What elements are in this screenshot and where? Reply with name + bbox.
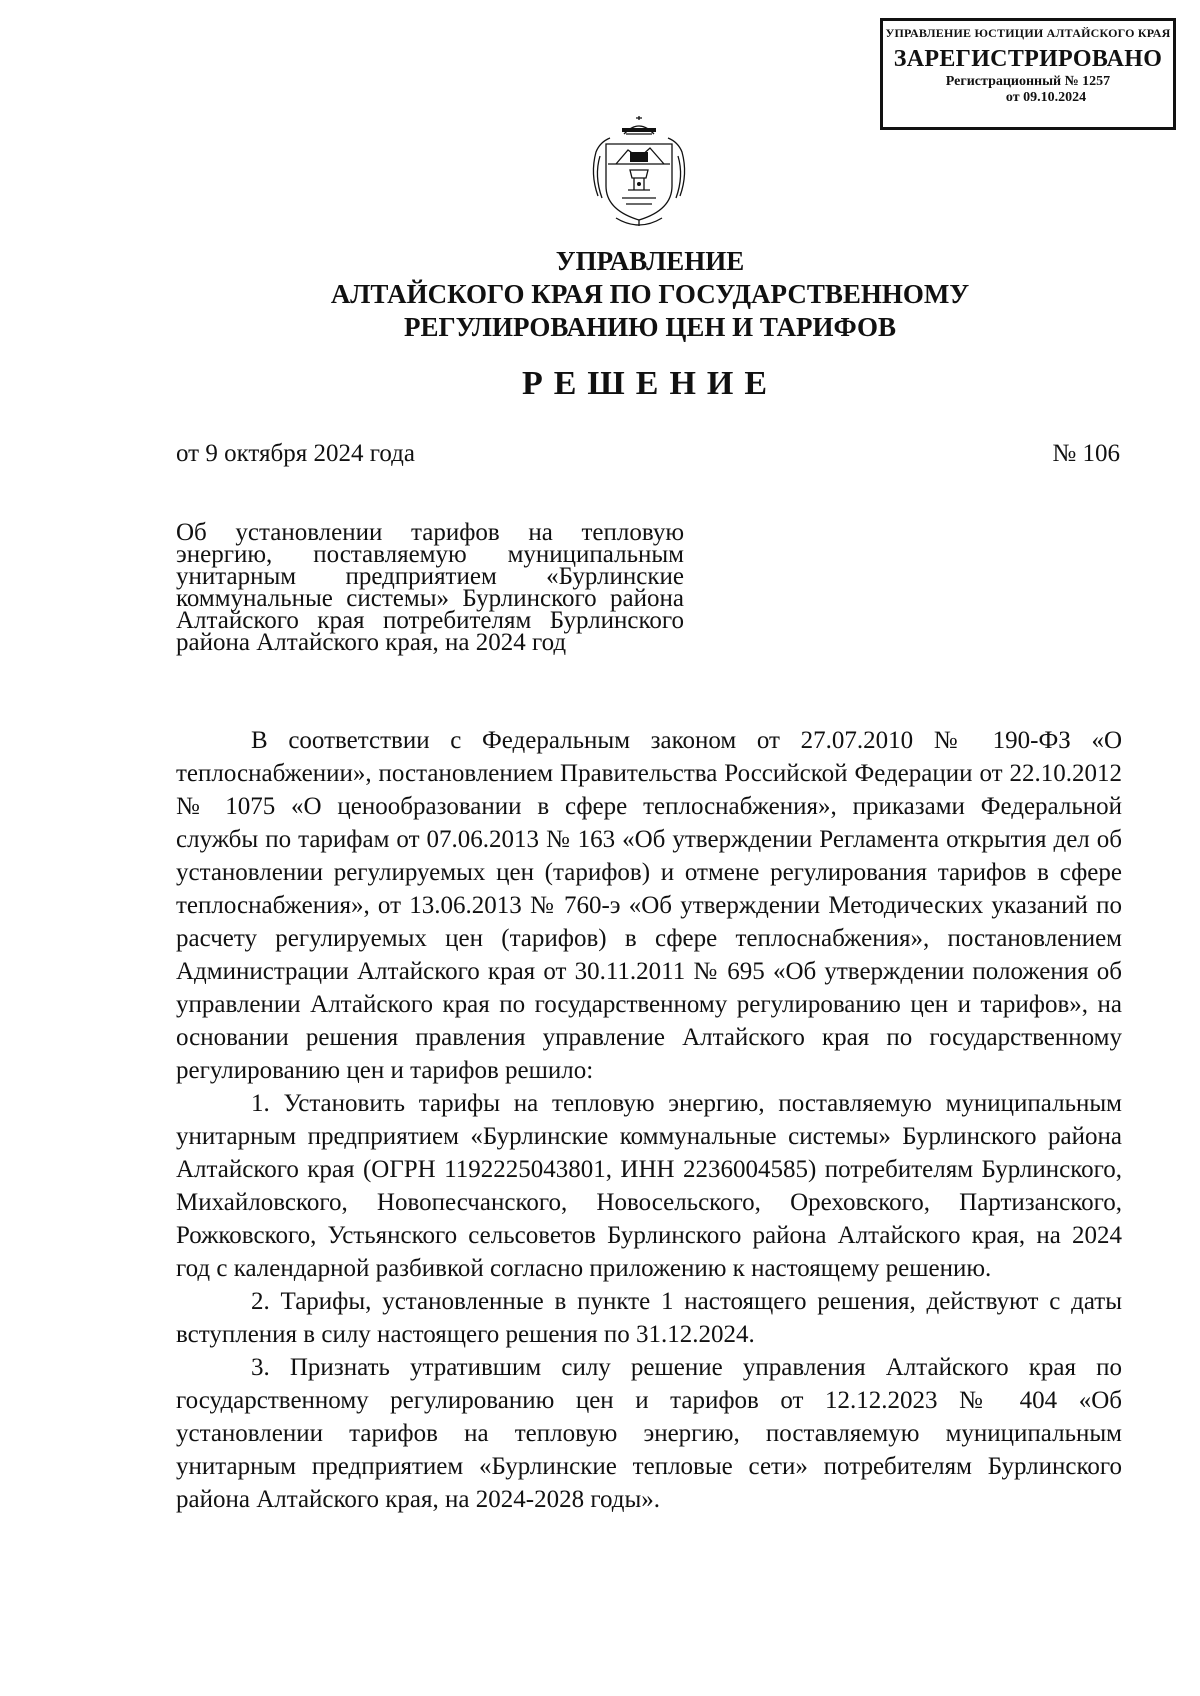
authority-line-1: УПРАВЛЕНИЕ [555,246,745,276]
body-item-3: 3. Признать утратившим силу решение управления Алтайского края по государственному регулированию цен и тарифов от 12.12.2023 № 404 «Об установлении тарифов на тепловую энергию, поставляемую муниципальным унитарным предприятием «Бурлинские тепловые сети» потребителям Бурлинского района Алтайского края, на 2024-2028 годы». [176,1354,1122,1513]
issuing-authority [100,245,1200,344]
stamp-registration-number: Регистрационный № 1257 [945,74,1111,89]
stamp-organization: УПРАВЛЕНИЕ ЮСТИЦИИ АЛТАЙСКОГО КРАЯ [885,26,1171,40]
document-type-title: РЕШЕНИЕ [521,365,779,402]
authority-line-3: РЕГУЛИРОВАНИЮ ЦЕН И ТАРИФОВ [403,312,897,342]
document-number: № 106 [1052,440,1120,467]
document-subject: Об установлении тарифов на тепловую энергию, поставляемую муниципальным унитарным предприятием «Бурлинские коммунальные системы» Бурлинского района Алтайского края потребителям Бурлинского района Алтайского края, на 2024 год [176,519,684,656]
altai-krai-coat-of-arms-icon [586,110,692,230]
authority-line-2: АЛТАЙСКОГО КРАЯ ПО ГОСУДАРСТВЕННОМУ [330,279,970,309]
stamp-status: ЗАРЕГИСТРИРОВАНО [893,46,1163,72]
body-preamble: В соответствии с Федеральным законом от 27.07.2010 № 190-ФЗ «О теплоснабжении», постановлением Правительства Российской Федерации от 22.10.2012 № 1075 «О ценообразовании в сфере теплоснабжения», приказами Федеральной службы по тарифам от 07.06.2013 № 163 «Об утверждении Регламента открытия дел об установлении регулируемых цен (тарифов) и отмене регулирования тарифов в сфере теплоснабжения», от 13.06.2013 № 760-э «Об утверждении Методических указаний по расчету регулируемых цен (тарифов) в сфере теплоснабжения», постановлением Администрации Алтайского края от 30.11.2011 № 695 «Об утверждении положения об управлении Алтайского края по государственному регулированию цен и тарифов», на основании решения правления управление Алтайского края по государственному регулированию цен и тарифов решило: [176,727,1122,1084]
stamp-date: от 09.10.2024 [1005,90,1087,105]
document-body [176,724,1122,1516]
document-date: от 9 октября 2024 года [176,440,415,467]
body-item-1: 1. Установить тарифы на тепловую энергию, поставляемую муниципальным унитарным предприятием «Бурлинские коммунальные системы» Бурлинского района Алтайского края (ОГРН 1192225043801, ИНН 2236004585) потребителям Бурлинского, Михайловского, Новопесчанского, Новосельского, Ореховского, Партизанского, Рожковского, Устьянского сельсоветов Бурлинского района Алтайского края, на 2024 год с календарной разбивкой согласно приложению к настоящему решению. [176,1090,1122,1282]
registration-stamp [880,18,1176,130]
body-item-2: 2. Тарифы, установленные в пункте 1 настоящего решения, действуют с даты вступления в силу настоящего решения по 31.12.2024. [176,1288,1122,1348]
